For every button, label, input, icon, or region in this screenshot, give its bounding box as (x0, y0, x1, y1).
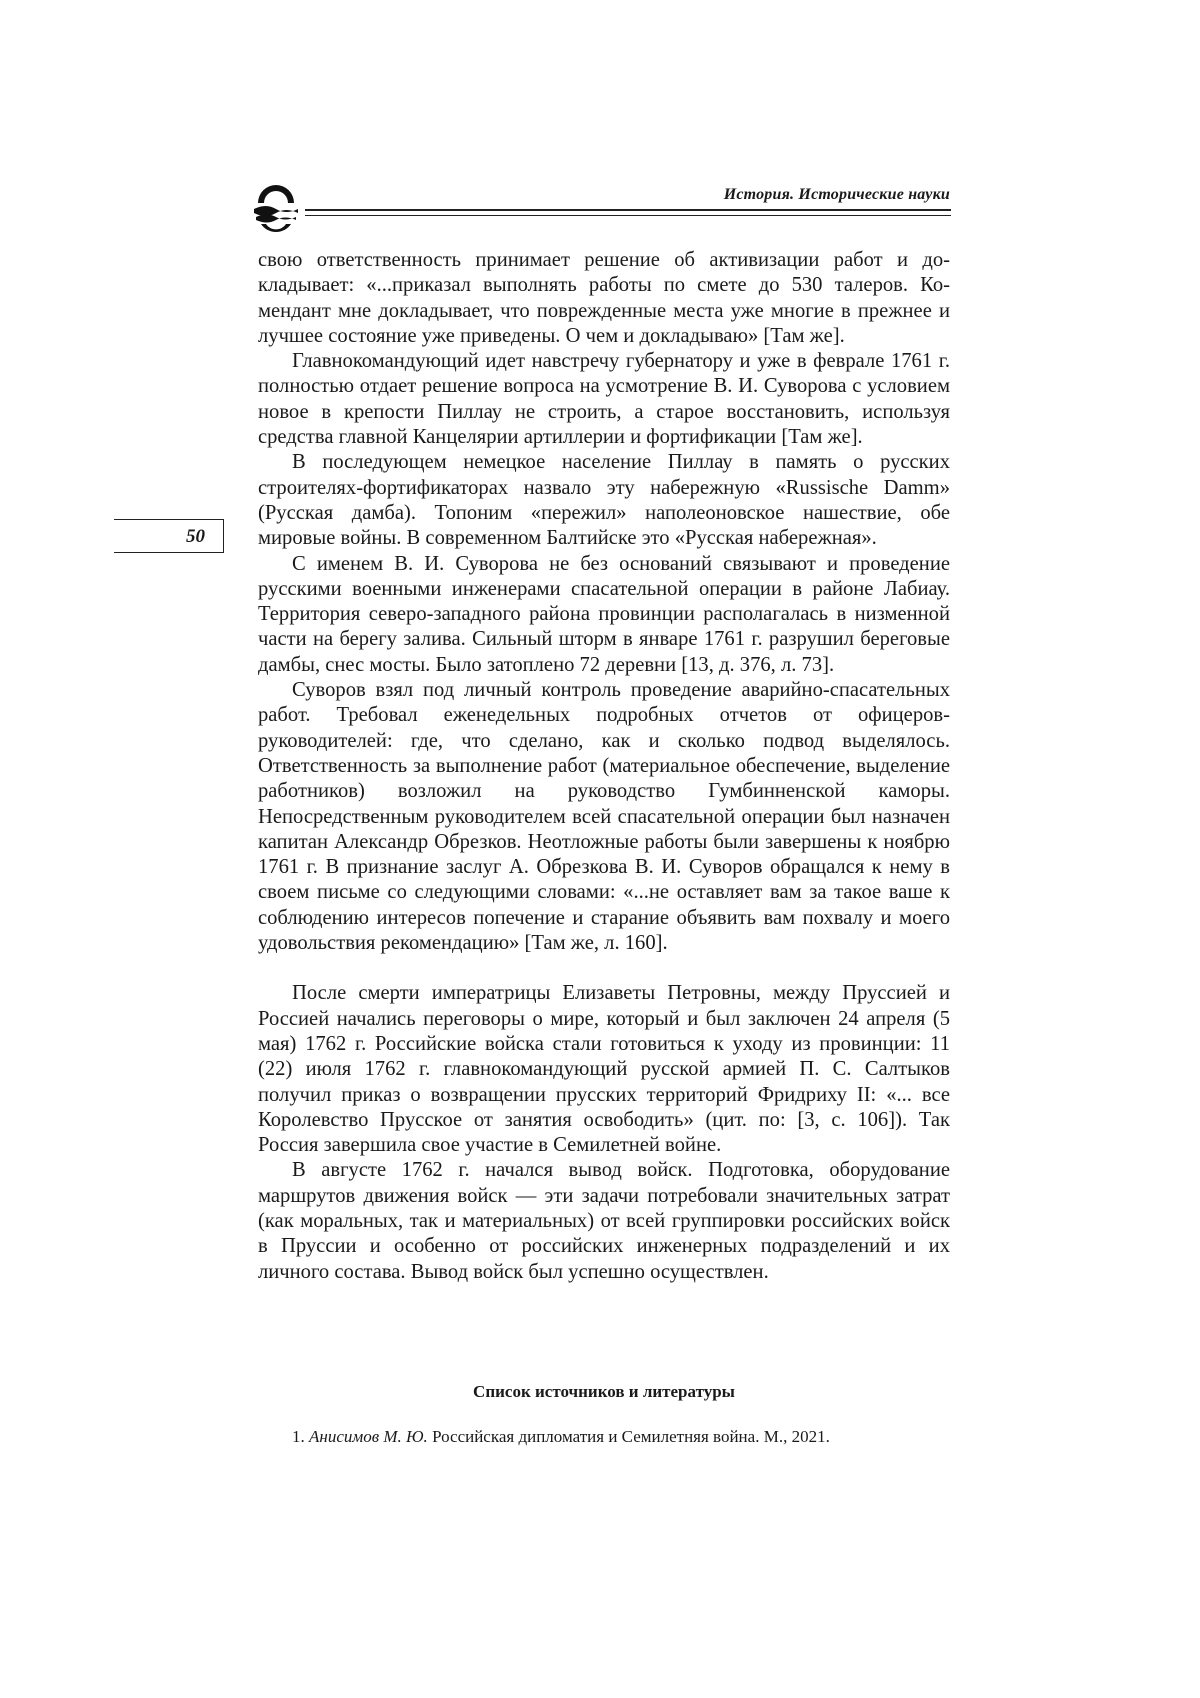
reference-author: Анисимов М. Ю. (309, 1427, 428, 1446)
journal-logo-icon (252, 183, 300, 233)
article-body (258, 248, 950, 1285)
reference-number: 1. (292, 1427, 305, 1446)
page-number: 50 (186, 526, 205, 547)
paragraph: В последующем немецкое население Пиллау в память о русских строителях-фортификаторах назвало эту набережную «Russische Damm» (Русская дамба). Топоним «пережил» наполеоновское нашествие, обе мировые войны. В современном Балтийске это «Русская набережная». (258, 451, 950, 550)
paragraph: В августе 1762 г. начался вывод войск. Подготовка, оборудование маршрутов движения войск — эти задачи потребовали значительных затрат (как моральных, так и материальных) от всей группировки российских войск в Пруссии и особенно от российских инженерных подразделений и их личного состава. Вывод войск был успешно осуществлен. (258, 1159, 950, 1283)
paragraph: свою ответственность принимает решение об активизации работ и докладывает: «...приказал выполнять работы по смете до 530 талеров. Комендант мне докладывает, что поврежденные места уже многие в прежнее и лучшее состояние уже приведены. О чем и докладываю» [Там же]. (258, 249, 950, 347)
paragraph: Суворов взял под личный контроль проведение аварийно-спасательных работ. Требовал еженедельных подробных отчетов от офицеров-руководителей: где, что сделано, как и сколько подвод выделялось. Ответственность за выполнение работ (материальное обеспечение, выделение работников) возложил на руководство Гумбинненской каморы. Непосредственным руководителем всей спасательной операции был назначен капитан Александр Обрезков. Неотложные работы были завершены к ноябрю 1761 г. В признание заслуг А. Обрезкова В. И. Суворов обращался к нему в своем письме со следующими словами: «...не оставляет вам за такое ваше к соблюдению интересов попечение и старание объявить вам похвалу и моего удовольствия рекомендацию» [Там же, л. 160]. (258, 679, 950, 955)
references-heading: Список источников и литературы (473, 1382, 735, 1401)
header-rule (305, 209, 951, 211)
paragraph: Главнокомандующий идет навстречу губернатору и уже в феврале 1761 г. полностью отдает решение вопроса на усмотрение В. И. Суворова с условием новое в крепости Пиллау не строить, а старое восстановить, используя средства главной Канцелярии артиллерии и фортификации [Там же]. (258, 350, 950, 449)
header-rule-thin (305, 215, 951, 216)
reference-item (292, 1427, 950, 1447)
page-number-box (114, 519, 224, 553)
running-header-title: История. Исторические науки (723, 186, 950, 203)
paragraph: После смерти императрицы Елизаветы Петровны, между Пруссией и Россией начались переговоры о мире, который и был заключен 24 апреля (5 мая) 1762 г. Российские войска стали готовиться к уходу из провинции: 11 (22) июля 1762 г. главнокомандующий русской армией П. С. Салтыков получил приказ о возвращении прусских территорий Фридриху II: «... все Королевство Прусское от занятия освободить» (цит. по: [3, с. 106]). Так Россия завершила свое участие в Семилетней войне. (258, 982, 950, 1157)
paragraph: С именем В. И. Суворова не без оснований связывают и проведение русскими военными инженерами спасательной операции в районе Лабиау. Территория северо-западного района провинции располагалась в низменной части на берегу залива. Сильный шторм в январе 1761 г. разрушил береговые дамбы, снес мосты. Было затоплено 72 деревни [13, д. 376, л. 73]. (258, 552, 950, 676)
reference-text: Российская дипломатия и Семилетняя война. М., 2021. (432, 1427, 830, 1446)
